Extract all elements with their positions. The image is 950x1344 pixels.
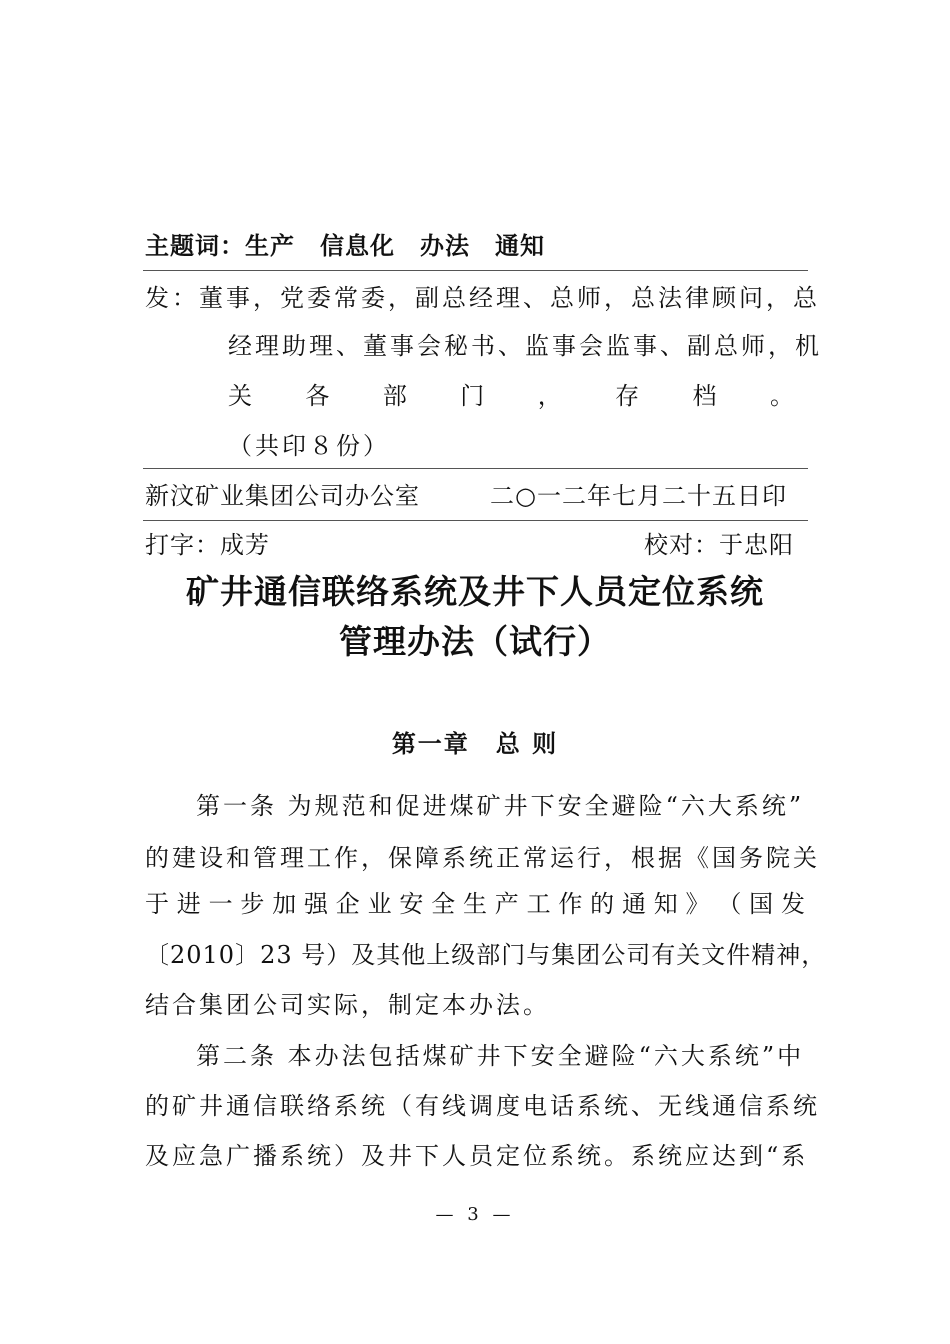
distribution-line-3-char: 门	[460, 382, 485, 410]
article-1-line-4: 〔2010〕23 号）及其他上级部门与集团公司有关文件精神，	[145, 941, 827, 969]
article-1-line-3-char: 的	[590, 890, 615, 918]
distribution-line-3-char: 各	[305, 382, 330, 410]
distribution-line-1: 发：董事，党委常委，副总经理、总师，总法律顾问，总	[145, 284, 820, 312]
article-1-line-3-char: 一	[208, 890, 233, 918]
article-1-line-3-char: 作	[558, 890, 583, 918]
article-1-line-3-char: 国	[749, 890, 774, 918]
article-1-line-3-char: 进	[176, 890, 201, 918]
distribution-line-3-char: 关	[228, 382, 252, 410]
article-1-line-3-char: 企	[335, 890, 360, 918]
document-title-line-1: 矿井通信联络系统及井下人员定位系统	[186, 572, 764, 611]
distribution-line-3-char: 档	[692, 382, 717, 410]
article-1-line-3-char: 生	[462, 890, 487, 918]
copies-count: （共印８份）	[228, 432, 390, 460]
article-1-line-3-char: 于	[145, 890, 169, 918]
distribution-line-3-char: ，	[537, 382, 562, 410]
issuer-office: 新汶矿业集团公司办公室	[145, 482, 420, 510]
article-1-line-3	[145, 884, 805, 919]
article-1-line-3-char: 产	[494, 890, 519, 918]
proofreader: 校对：于忠阳	[644, 531, 794, 559]
article-1-line-3-char: 通	[621, 890, 646, 918]
article-2-line-2: 的矿井通信联络系统（有线调度电话系统、无线通信系统	[145, 1092, 820, 1120]
divider-bottom	[143, 520, 808, 521]
divider-top	[143, 270, 808, 271]
article-1-line-3-char: 工	[526, 890, 551, 918]
article-1-line-3-char: 步	[240, 890, 265, 918]
article-1-line-3-char: 强	[303, 890, 328, 918]
article-1-line-3-char: 加	[272, 890, 297, 918]
distribution-line-3-char: 存	[615, 382, 640, 410]
typist: 打字：成芳	[145, 531, 270, 559]
article-1-line-3-char: 业	[367, 890, 392, 918]
distribution-line-2: 经理助理、董事会秘书、监事会监事、副总师，机	[228, 332, 822, 360]
article-1-line-1: 第一条 为规范和促进煤矿井下安全避险“六大系统”	[196, 792, 805, 820]
article-1-line-3-char: （	[717, 890, 742, 918]
article-1-line-5: 结合集团公司实际，制定本办法。	[145, 991, 550, 1019]
article-1-line-3-char: 安	[399, 890, 424, 918]
article-1-line-3-char: 》	[685, 890, 710, 918]
distribution-line-3	[228, 376, 794, 411]
print-date: 二○一二年七月二十五日印	[490, 482, 787, 510]
article-2-line-1: 第二条 本办法包括煤矿井下安全避险“六大系统”中	[196, 1042, 805, 1070]
article-1-line-3-char: 知	[653, 890, 678, 918]
article-1-line-3-char: 全	[431, 890, 456, 918]
document-title-line-2: 管理办法（试行）	[339, 622, 611, 661]
divider-middle	[143, 468, 808, 469]
article-1-line-2: 的建设和管理工作，保障系统正常运行，根据《国务院关	[145, 844, 820, 872]
subject-words: 主题词：生产 信息化 办法 通知	[145, 232, 545, 260]
distribution-line-3-char: 。	[769, 382, 794, 410]
page-number: — 3 —	[435, 1204, 515, 1225]
chapter-heading: 第一章 总 则	[391, 730, 559, 758]
article-1-line-3-char: 发	[780, 890, 805, 918]
article-2-line-3: 及应急广播系统）及井下人员定位系统。系统应达到“系	[145, 1142, 809, 1170]
distribution-line-3-char: 部	[382, 382, 407, 410]
